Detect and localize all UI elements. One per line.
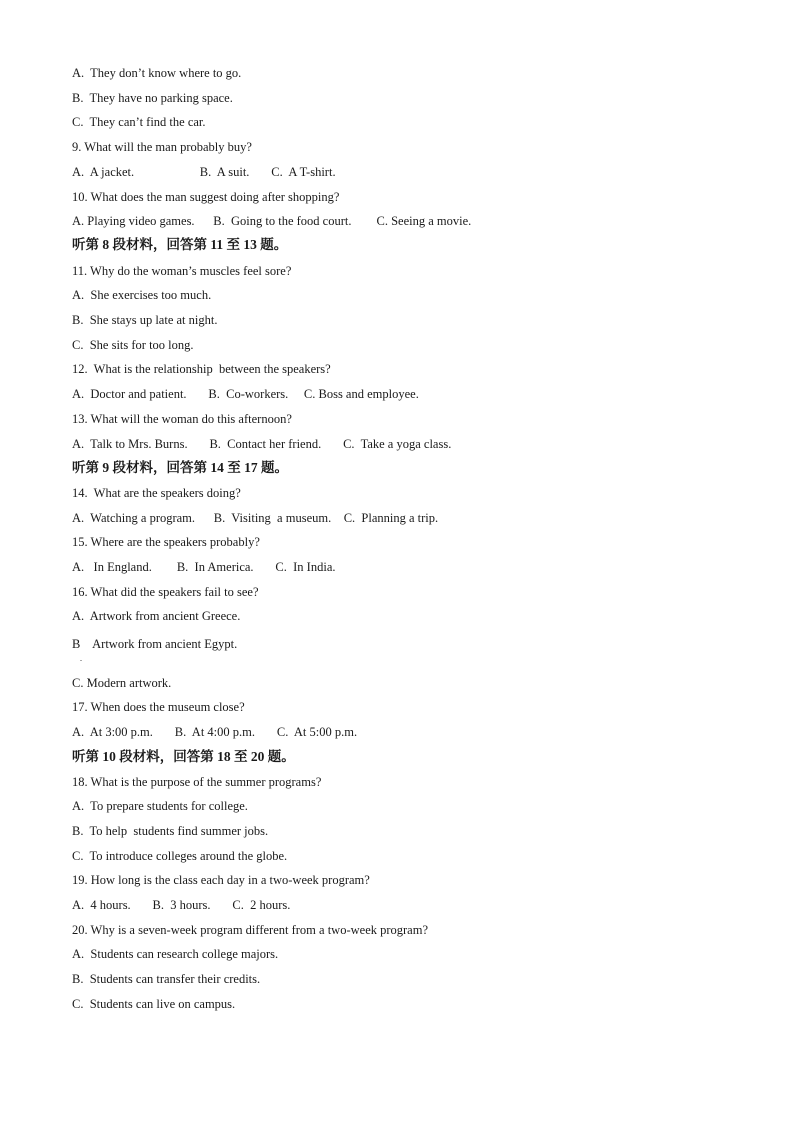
q8-option-c: C. They can’t find the car.: [72, 115, 206, 129]
q12-options: A. Doctor and patient. B. Co-workers. C. Boss and employee.: [72, 387, 419, 401]
section-heading-8: 听第 8 段材料，回答第 11 至 13 题。: [72, 237, 288, 252]
section-heading-10: 听第 10 段材料，回答第 18 至 20 题。: [72, 749, 295, 764]
q8-option-a: A. They don’t know where to go.: [72, 66, 242, 80]
stray-dot-mark: .: [80, 654, 82, 663]
q8-option-b: B. They have no parking space.: [72, 91, 233, 105]
q15-options: A. In England. B. In America. C. In India.: [72, 560, 336, 574]
q16-option-b: B Artwork from ancient Egypt.: [72, 637, 238, 651]
q9-question: 9. What will the man probably buy?: [72, 140, 252, 154]
q17-options: A. At 3:00 p.m. B. At 4:00 p.m. C. At 5:00 p.m.: [72, 725, 358, 739]
q19-options: A. 4 hours. B. 3 hours. C. 2 hours.: [72, 898, 291, 912]
q10-question: 10. What does the man suggest doing after shopping?: [72, 190, 340, 204]
q15-question: 15. Where are the speakers probably?: [72, 535, 260, 549]
q11-option-b: B. She stays up late at night.: [72, 313, 218, 327]
q16-option-c: C. Modern artwork.: [72, 676, 172, 690]
q17-question: 17. When does the museum close?: [72, 700, 245, 714]
q20-option-c: C. Students can live on campus.: [72, 997, 236, 1011]
q20-option-a: A. Students can research college majors.: [72, 947, 279, 961]
q11-option-a: A. She exercises too much.: [72, 288, 212, 302]
q18-option-b: B. To help students find summer jobs.: [72, 824, 269, 838]
q18-option-a: A. To prepare students for college.: [72, 799, 248, 813]
q14-options: A. Watching a program. B. Visiting a museum. C. Planning a trip.: [72, 511, 439, 525]
q16-question: 16. What did the speakers fail to see?: [72, 585, 259, 599]
q9-options: A. A jacket. B. A suit. C. A T-shirt.: [72, 165, 336, 179]
q14-question: 14. What are the speakers doing?: [72, 486, 241, 500]
q12-question: 12. What is the relationship between the speakers?: [72, 362, 331, 376]
q13-options: A. Talk to Mrs. Burns. B. Contact her friend. C. Take a yoga class.: [72, 437, 452, 451]
q18-option-c: C. To introduce colleges around the globe.: [72, 849, 288, 863]
section-heading-9: 听第 9 段材料，回答第 14 至 17 题。: [72, 460, 288, 475]
q11-question: 11. Why do the woman’s muscles feel sore?: [72, 264, 292, 278]
q19-question: 19. How long is the class each day in a two-week program?: [72, 873, 370, 887]
q10-options: A. Playing video games. B. Going to the food court. C. Seeing a movie.: [72, 214, 472, 228]
q18-question: 18. What is the purpose of the summer programs?: [72, 775, 322, 789]
q20-question: 20. Why is a seven-week program different from a two-week program?: [72, 923, 429, 937]
q13-question: 13. What will the woman do this afternoon?: [72, 412, 292, 426]
q16-option-a: A. Artwork from ancient Greece.: [72, 609, 241, 623]
q20-option-b: B. Students can transfer their credits.: [72, 972, 261, 986]
q11-option-c: C. She sits for too long.: [72, 338, 194, 352]
